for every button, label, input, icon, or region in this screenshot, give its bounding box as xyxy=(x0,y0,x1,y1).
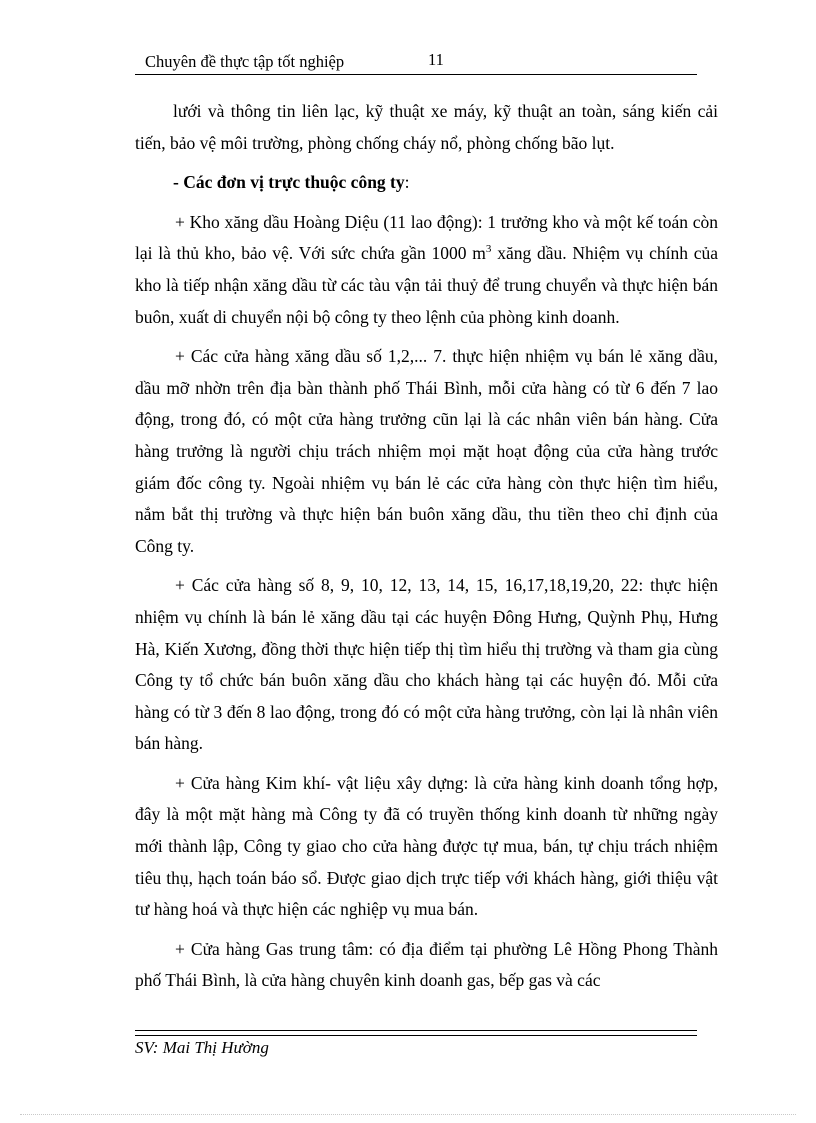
page-number: 11 xyxy=(428,50,444,69)
header-title: Chuyên đề thực tập tốt nghiệp xyxy=(145,52,345,71)
paragraph-gas: + Cửa hàng Gas trung tâm: có địa điểm tại phường Lê Hồng Phong Thành phố Thái Bình, là cửa hàng chuyên kinh doanh gas, bếp gas và các xyxy=(135,938,718,991)
superscript-3: 3 xyxy=(485,243,492,256)
paragraph-kho-xang-dau xyxy=(135,207,718,333)
page-header xyxy=(135,50,697,75)
section-heading-colon: : xyxy=(404,172,410,193)
paragraph-kim-khi: + Cửa hàng Kim khí- vật liệu xây dựng: là cửa hàng kinh doanh tổng hợp, đây là một mặt hàng mà Công ty đã có truyền thống kinh doanh từ những ngày mới thành lập, Công ty giao cho cửa hàng được tự mua, bán, tự chịu trách nhiệm tiêu thụ, hạch toán báo sổ. Được giao dịch trực tiếp với khách hàng, giới thiệu vật tư hàng hoá và thực hiện các nghiệp vụ mua bán. xyxy=(135,772,718,920)
paragraph-cua-hang-8-22: + Các cửa hàng số 8, 9, 10, 12, 13, 14, 15, 16,17,18,19,20, 22: thực hiện nhiệm vụ chính là bán lẻ xăng dầu tại các huyện Đông Hưng, Quỳnh Phụ, Hưng Hà, Kiến Xương, đồng thời thực hiện tiếp thị tìm hiểu thị trường và tham gia cùng Công ty tổ chức bán buôn xăng dầu cho khách hàng tại các huyện đó. Mỗi cửa hàng có từ 3 đến 8 lao động, trong đó có một cửa hàng trưởng, còn lại là nhân viên bán hàng. xyxy=(135,575,718,754)
page-bottom-edge xyxy=(20,1114,796,1115)
footer-author: SV: Mai Thị Hường xyxy=(135,1038,269,1057)
paragraph-kho-text-a: + Kho xăng dầu Hoàng Diệu (11 lao động): 1 trưởng kho và một kế toán còn lại là thủ kho, bảo vệ. Với sức chứa gần 1000 m xyxy=(135,211,718,264)
footer-rule xyxy=(135,1030,697,1036)
paragraph-kho-text-b: xăng dầu. Nhiệm vụ chính của kho là tiếp nhận xăng dầu từ các tàu vận tải thuỷ để trung chuyển và thực hiện bán buôn, xuất di chuyển nội bộ công ty theo lệnh của phòng kinh doanh. xyxy=(135,243,719,327)
section-heading xyxy=(135,167,718,199)
body-text xyxy=(135,96,718,1005)
section-heading-text: - Các đơn vị trực thuộc công ty xyxy=(173,172,405,193)
paragraph-1: lưới và thông tin liên lạc, kỹ thuật xe máy, kỹ thuật an toàn, sáng kiến cải tiến, bảo vệ môi trường, phòng chống cháy nổ, phòng chống bão lụt. xyxy=(135,101,718,153)
paragraph-cua-hang-1-7: + Các cửa hàng xăng dầu số 1,2,... 7. thực hiện nhiệm vụ bán lẻ xăng dầu, dầu mỡ nhờn trên địa bàn thành phố Thái Bình, mỗi cửa hàng có từ 6 đến 7 lao động, trong đó, có một cửa hàng trưởng cũn lại là các nhân viên bán hàng. Cửa hàng trưởng là người chịu trách nhiệm mọi mặt hoạt động của cửa hàng trước giám đốc công ty. Ngoài nhiệm vụ bán lẻ các cửa hàng còn thực hiện tìm hiểu, nắm bắt thị trường và thực hiện bán buôn xăng dầu, thu tiền theo chỉ định của Công ty. xyxy=(135,346,718,556)
